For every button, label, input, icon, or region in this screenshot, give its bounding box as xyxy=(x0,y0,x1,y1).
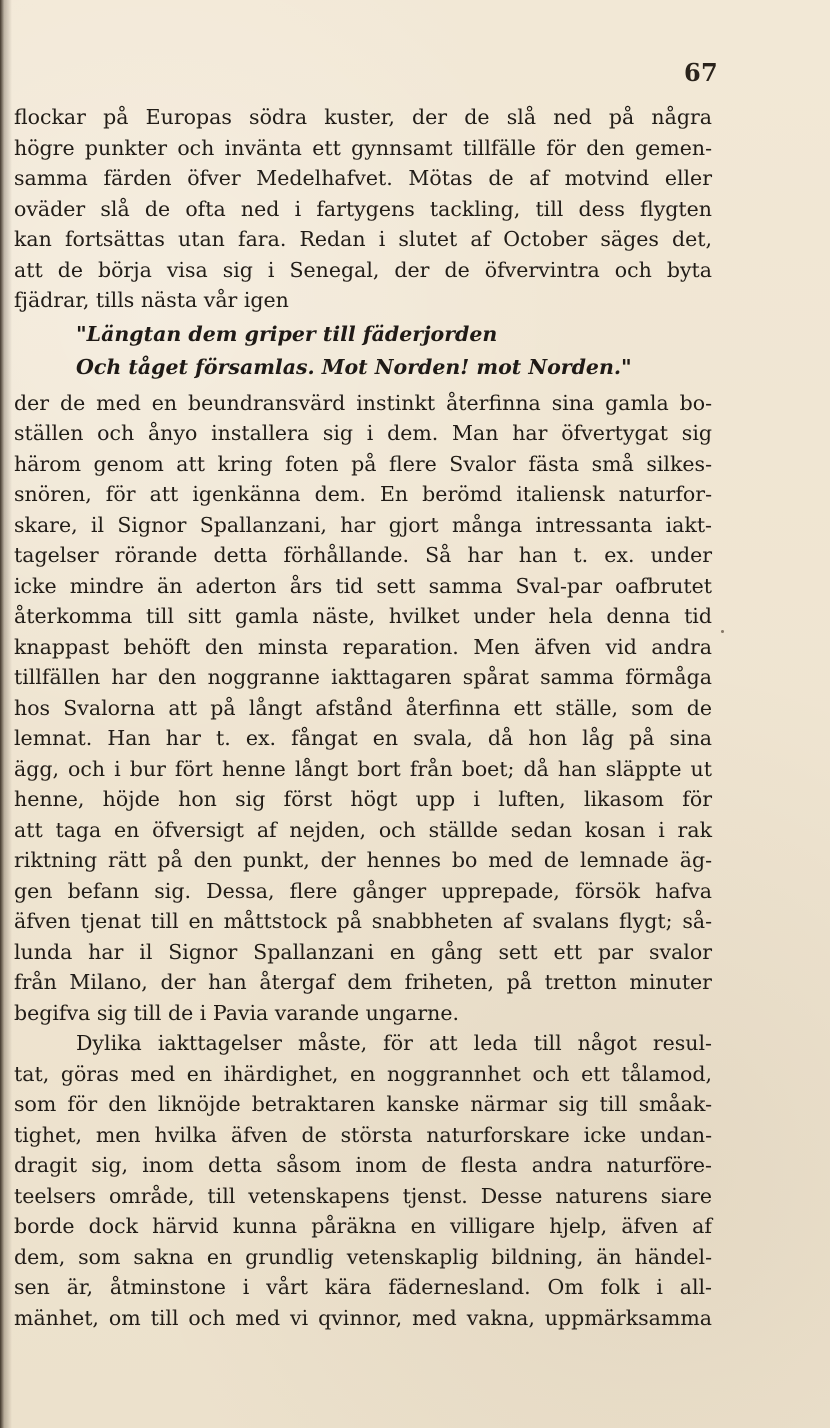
text-line: snören, för att igenkänna dem. En berömd italiensk naturfor- xyxy=(14,482,712,506)
text-line: att de börja visa sig i Senegal, der de öfvervintra och byta xyxy=(14,257,712,282)
text-line: högre punkter och invänta ett gynnsamt tillfälle för den gemen- xyxy=(14,135,712,160)
text-line: oväder slå de ofta ned i fartygens tackling, till dess flygten xyxy=(14,196,712,221)
binding-gutter-shadow xyxy=(0,0,12,1428)
text-line: der de med en beundransvärd instinkt återfinna sina gamla bo- xyxy=(14,390,712,415)
text-line: mänhet, om till och med vi qvinnor, med vakna, uppmärksamma xyxy=(14,1305,712,1330)
page-number: 67 xyxy=(684,58,718,87)
text-line: begifva sig till de i Pavia varande ungarne. xyxy=(14,1000,459,1025)
text-line: teelsers område, till vetenskapens tjenst. Desse naturens siare xyxy=(14,1183,712,1208)
text-line: ställen och ånyo installera sig i dem. Man har öfvertygat sig xyxy=(14,421,712,445)
text-line: dem, som sakna en grundlig vetenskaplig bildning, än händel- xyxy=(14,1244,712,1269)
text-line: lemnat. Han har t. ex. fångat en svala, då hon låg på sina xyxy=(14,726,712,750)
text-line: som för den liknöjde betraktaren kanske närmar sig till småak- xyxy=(14,1092,712,1116)
page-text xyxy=(14,102,712,1333)
text-line: sen är, åtminstone i vårt kära fädernesland. Om folk i all- xyxy=(14,1275,712,1299)
text-line: tagelser rörande detta förhållande. Så har han t. ex. under xyxy=(14,543,712,567)
text-line: kan fortsättas utan fara. Redan i slutet af October säges det, xyxy=(14,227,712,251)
text-line: fjädrar, tills nästa vår igen xyxy=(14,288,289,312)
page-speck xyxy=(721,630,724,633)
text-line: henne, höjde hon sig först högt upp i luften, likasom för xyxy=(14,787,712,811)
text-line: äfven tjenat till en måttstock på snabbheten af svalans flygt; så- xyxy=(14,909,712,933)
text-line: skare, il Signor Spallanzani, har gjort många intressanta iakt- xyxy=(14,512,712,537)
text-line: från Milano, der han återgaf dem friheten, på tretton minuter xyxy=(14,970,712,994)
text-line: icke mindre än aderton års tid sett samma Sval-par oafbrutet xyxy=(14,573,712,598)
text-line: flockar på Europas södra kuster, der de slå ned på några xyxy=(14,105,712,129)
text-line: lunda har il Signor Spallanzani en gång sett ett par svalor xyxy=(14,939,712,964)
text-line: gen befann sig. Dessa, flere gånger upprepade, försök hafva xyxy=(14,878,712,903)
paragraph-start-line: Dylika iakttagelser måste, för att leda till något resul- xyxy=(76,1031,712,1055)
quoted-verse-line: "Längtan dem griper till fäderjorden xyxy=(76,321,498,346)
text-line: härom genom att kring foten på flere Svalor fästa små silkes- xyxy=(14,451,712,476)
text-line: riktning rätt på den punkt, der hennes bo med de lemnade äg- xyxy=(14,848,712,872)
text-line: samma färden öfver Medelhafvet. Mötas de af motvind eller xyxy=(14,166,712,190)
quoted-verse-line: Och tåget församlas. Mot Norden! mot Norden." xyxy=(76,354,632,379)
text-line: tillfällen har den noggranne iakttagaren spårat samma förmåga xyxy=(14,665,712,689)
text-line: hos Svalorna att på långt afstånd återfinna ett ställe, som de xyxy=(14,695,712,720)
text-line: ägg, och i bur fört henne långt bort från boet; då han släppte ut xyxy=(14,756,712,781)
text-line: knappast behöft den minsta reparation. Men äfven vid andra xyxy=(14,634,712,659)
text-line: återkomma till sitt gamla näste, hvilket under hela denna tid xyxy=(14,604,712,628)
text-line: borde dock härvid kunna påräkna en villigare hjelp, äfven af xyxy=(14,1214,712,1238)
text-line: att taga en öfversigt af nejden, och ställde sedan kosan i rak xyxy=(14,817,712,842)
text-line: tat, göras med en ihärdighet, en noggrannhet och ett tålamod, xyxy=(14,1061,712,1086)
text-line: dragit sig, inom detta såsom inom de flesta andra naturföre- xyxy=(14,1153,712,1177)
text-line: tighet, men hvilka äfven de största naturforskare icke undan- xyxy=(14,1122,712,1147)
